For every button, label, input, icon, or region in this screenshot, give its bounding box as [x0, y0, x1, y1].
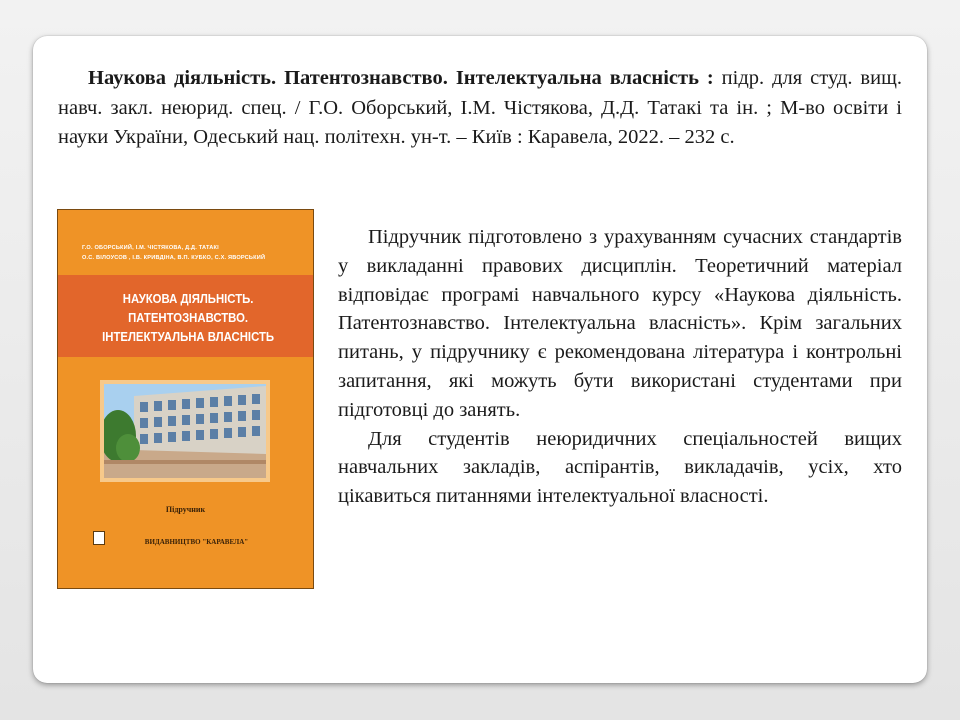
book-description	[338, 223, 902, 511]
cover-subtitle: Підручник	[165, 505, 206, 514]
citation-details: підр. для студ. вищ. навч. закл. неюрид. спец. / Г.О. Оборський, І.М. Чістякова, Д.Д. Татакі та ін. ; М-во освіти і науки України, Одеський нац. політехн. ун-т. – Київ : Каравела, 2022. – 232 с.	[58, 67, 902, 148]
cover-title-line: НАУКОВА ДІЯЛЬНІСТЬ.	[122, 291, 254, 306]
cover-title	[72, 289, 304, 346]
book-cover-image	[57, 209, 314, 589]
bibliographic-citation	[58, 64, 902, 153]
cover-building-photo	[100, 380, 270, 482]
cover-authors-line: Г.О. ОБОРСЬКИЙ, І.М. ЧІСТЯКОВА, Д.Д. ТАТАКІ	[82, 245, 219, 251]
cover-authors	[82, 243, 297, 263]
description-paragraph: Підручник підготовлено з урахуванням сучасних стандартів у викладанні правових дисциплін. Теоретичний матеріал відповідає програмі навчального курсу «Наукова діяльність. Патентознавство. Інтелектуальна власність». Крім загальних питань, у підручнику є рекомендована література і контрольні запитання, які можуть бути використані студентами при підготовці до занять.	[338, 226, 902, 421]
building-illustration	[104, 384, 266, 478]
description-paragraph: Для студентів неюридичних спеціальностей вищих навчальних закладів, аспірантів, викладачів, усіх, хто цікавиться питаннями інтелектуальної власності.	[338, 427, 902, 508]
cover-title-line: ПАТЕНТОЗНАВСТВО.	[128, 310, 249, 325]
cover-title-line: ІНТЕЛЕКТУАЛЬНА ВЛАСНІСТЬ	[102, 329, 275, 344]
citation-title: Наукова діяльність. Патентознавство. Інтелектуальна власність :	[88, 67, 714, 89]
cover-publisher: ВИДАВНИЦТВО "КАРАВЕЛА"	[144, 538, 249, 546]
cover-authors-line: О.С. ВІЛОУСОВ , І.В. КРИВДІНА, В.П. КУБКО, С.Х. ЯВОРСЬКИЙ	[82, 255, 266, 261]
